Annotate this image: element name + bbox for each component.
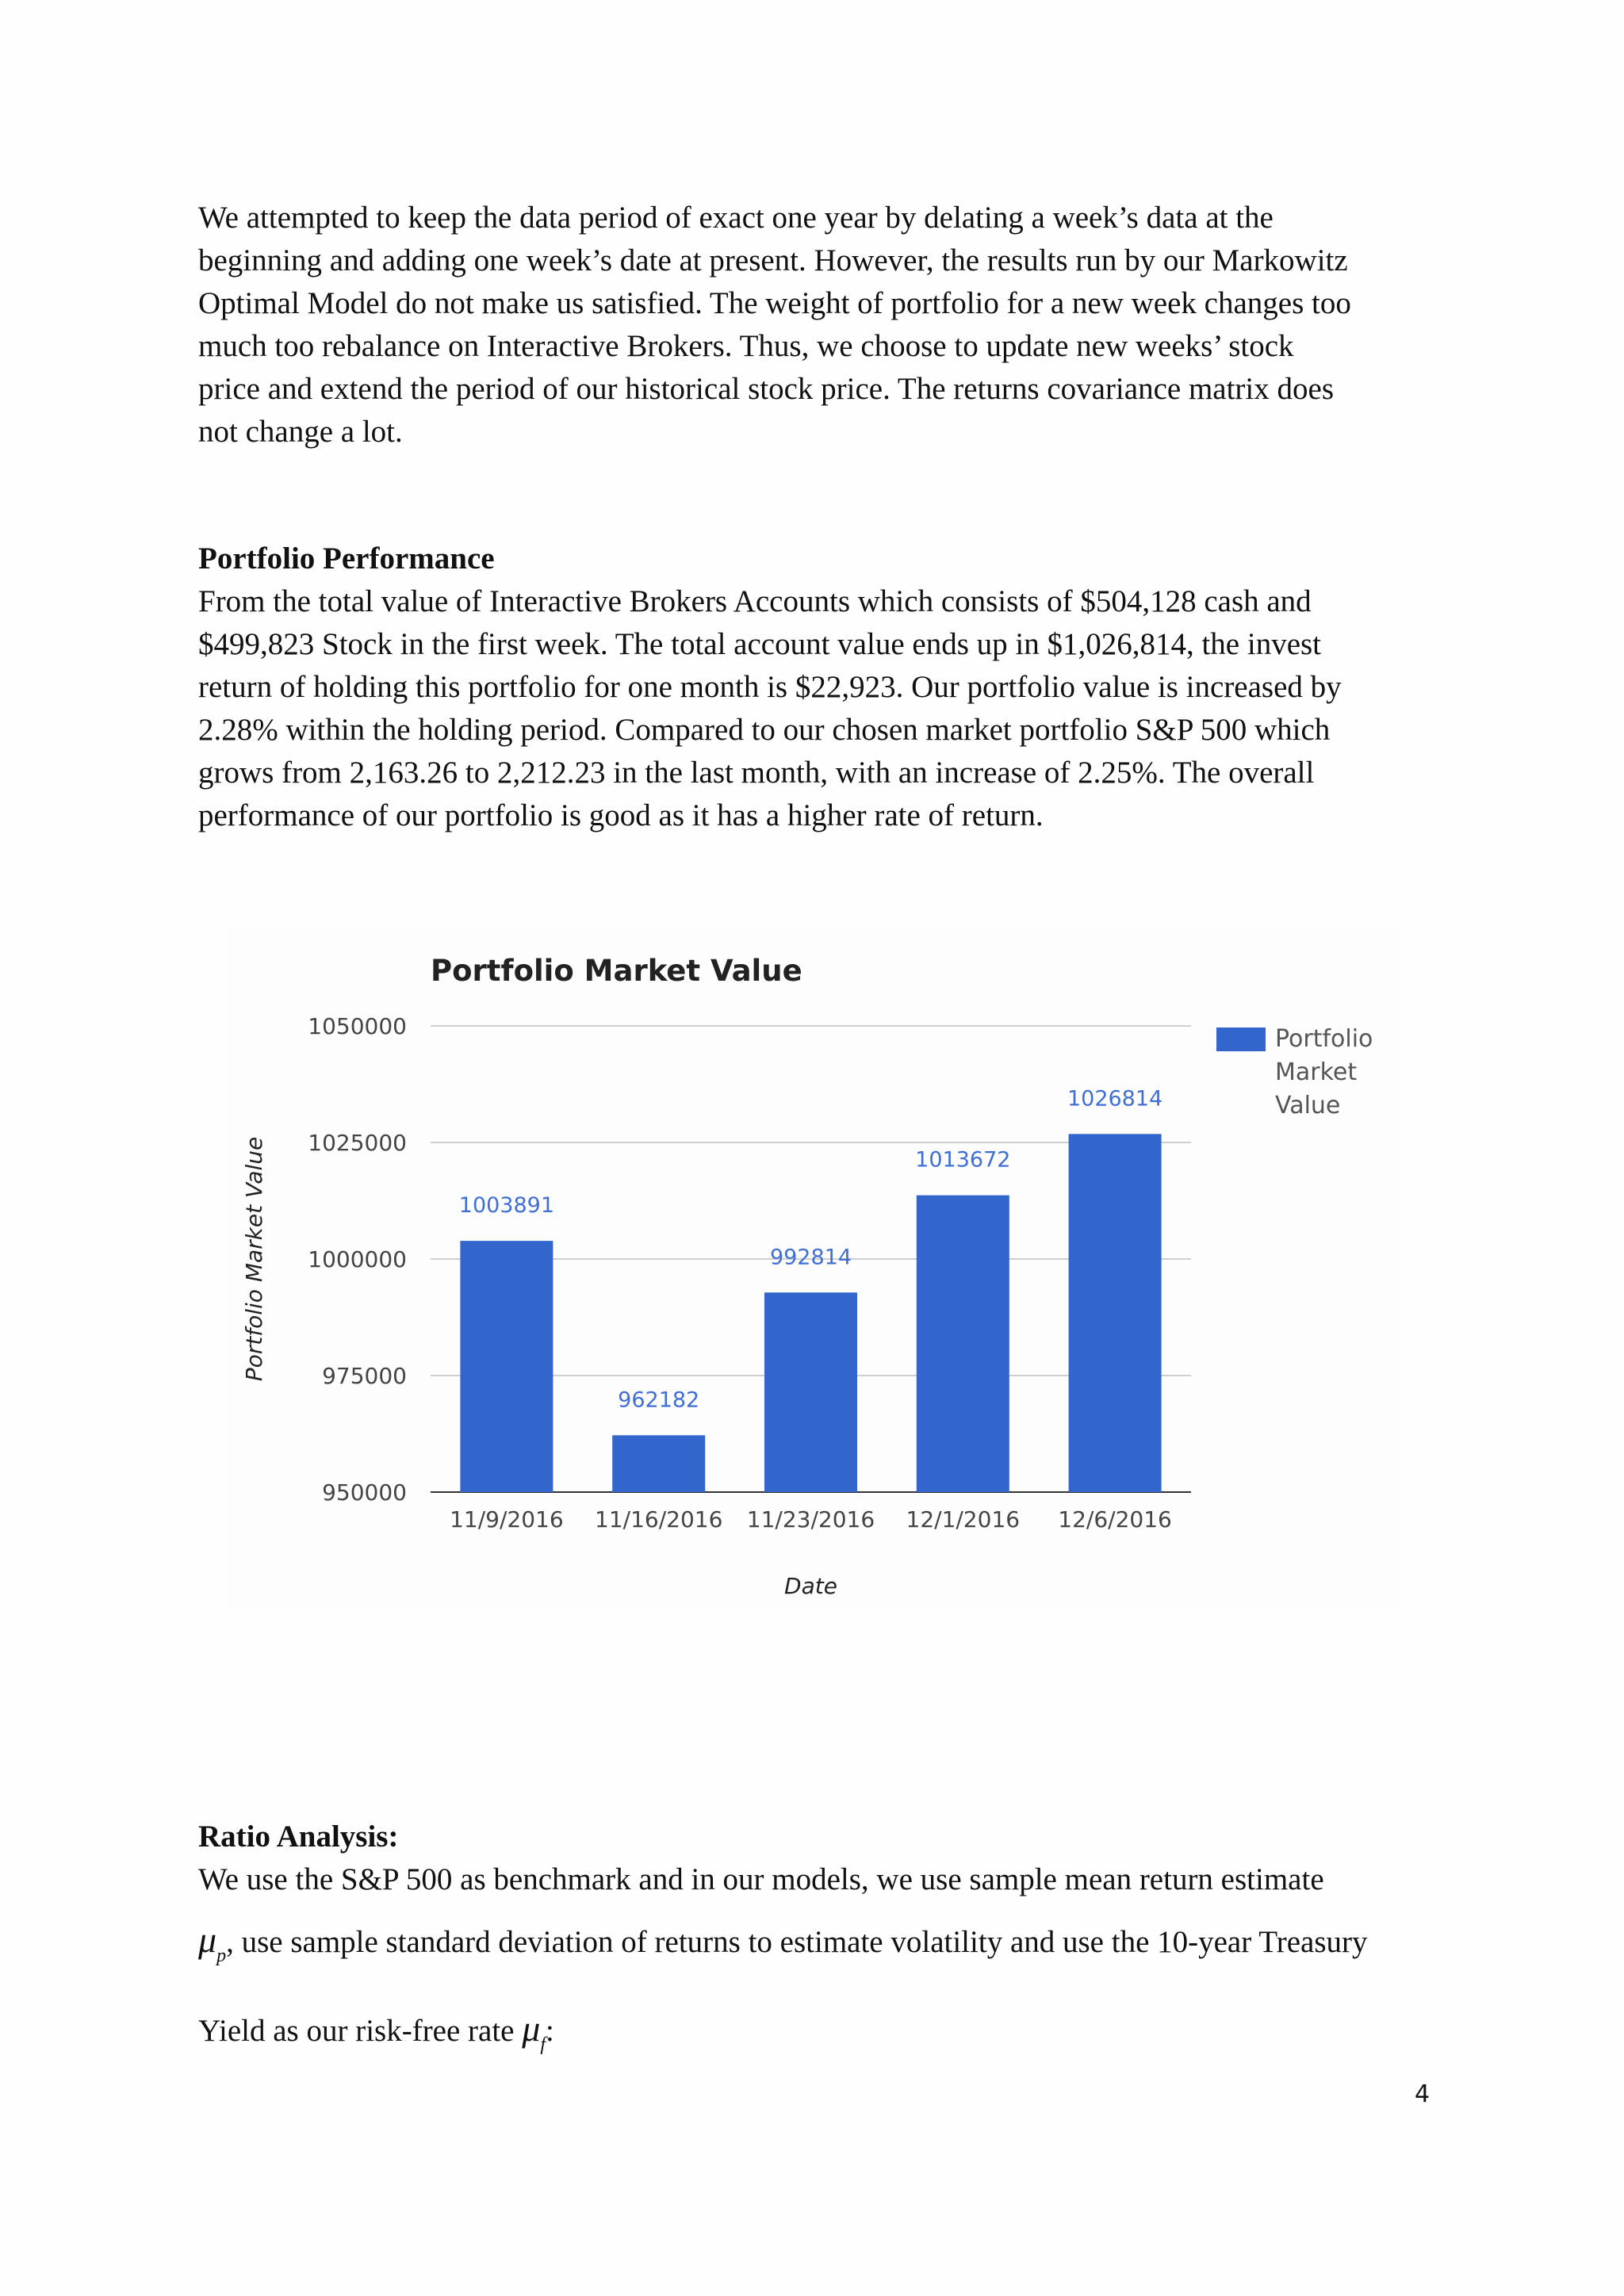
page-number: 4 xyxy=(1415,2080,1431,2108)
mu-symbol: μ xyxy=(198,1919,217,1960)
intro-line: price and extend the period of our historical stock price. The returns covariance matrix does xyxy=(198,372,1334,406)
ratio-paragraph-line1: We use the S&P 500 as benchmark and in our models, we use sample mean return estimate xyxy=(198,1862,1324,1896)
data-label: 992814 xyxy=(769,1245,852,1270)
y-tick-label: 1025000 xyxy=(308,1130,407,1156)
intro-line: beginning and adding one week’s date at present. However, the results run by our Markowitz xyxy=(198,243,1348,277)
mu-subscript-p: p xyxy=(216,1946,227,1966)
intro-line: Optimal Model do not make us satisfied. The weight of portfolio for a new week changes too xyxy=(198,286,1351,320)
bar xyxy=(917,1196,1009,1492)
section-heading-portfolio-performance: Portfolio Performance xyxy=(198,541,495,576)
ratio-paragraph-line2 xyxy=(198,1919,1435,1977)
performance-line: $499,823 Stock in the first week. The total account value ends up in $1,026,814, the invest xyxy=(198,627,1322,661)
x-axis-tick-labels xyxy=(450,1506,1172,1533)
portfolio-market-value-chart xyxy=(230,928,1404,1609)
x-tick-label: 11/23/2016 xyxy=(746,1506,875,1533)
y-tick-label: 1050000 xyxy=(308,1013,407,1039)
performance-line: performance of our portfolio is good as it has a higher rate of return. xyxy=(198,798,1044,832)
ratio-line3-colon: : xyxy=(546,2014,554,2048)
section-heading-ratio-analysis: Ratio Analysis: xyxy=(198,1820,399,1854)
ratio-line3-text: Yield as our risk-free rate xyxy=(198,2014,523,2048)
x-tick-label: 12/1/2016 xyxy=(906,1506,1021,1533)
bar xyxy=(460,1241,553,1492)
y-tick-label: 1000000 xyxy=(308,1246,407,1272)
x-tick-label: 11/9/2016 xyxy=(450,1506,564,1533)
intro-line: not change a lot. xyxy=(198,415,403,449)
y-tick-label: 950000 xyxy=(322,1479,407,1506)
mu-subscript-f: f xyxy=(540,2034,546,2055)
x-tick-label: 11/16/2016 xyxy=(595,1506,723,1533)
mu-symbol: μ xyxy=(522,2008,541,2049)
ratio-line2-text: , use sample standard deviation of returns to estimate volatility and use the 10-year Treasury xyxy=(226,1925,1368,1959)
x-tick-label: 12/6/2016 xyxy=(1058,1506,1172,1533)
bar xyxy=(1069,1134,1162,1492)
y-axis-label: Portfolio Market Value xyxy=(241,1136,267,1382)
data-label: 1003891 xyxy=(458,1193,555,1219)
x-axis-label: Date xyxy=(784,1573,837,1599)
y-tick-label: 975000 xyxy=(322,1363,407,1389)
bar xyxy=(764,1292,857,1492)
chart-title: Portfolio Market Value xyxy=(431,954,802,988)
performance-line: 2.28% within the holding period. Compared to our chosen market portfolio S&P 500 which xyxy=(198,713,1331,747)
intro-paragraph xyxy=(198,197,1435,453)
legend-label: Portfolio xyxy=(1275,1025,1373,1053)
intro-line: much too rebalance on Interactive Brokers. Thus, we choose to update new weeks’ stock xyxy=(198,329,1294,363)
data-label: 1013672 xyxy=(915,1147,1011,1173)
performance-paragraph xyxy=(198,580,1435,837)
performance-line: grows from 2,163.26 to 2,212.23 in the last month, with an increase of 2.25%. The overall xyxy=(198,756,1315,790)
legend-label: Value xyxy=(1275,1092,1341,1119)
legend-label: Market xyxy=(1275,1058,1358,1086)
ratio-paragraph-line3 xyxy=(198,2007,1435,2066)
performance-line: From the total value of Interactive Brokers Accounts which consists of $504,128 cash and xyxy=(198,584,1312,618)
data-label: 962182 xyxy=(618,1387,700,1413)
legend-swatch xyxy=(1216,1027,1266,1051)
intro-line: We attempted to keep the data period of exact one year by delating a week’s data at the xyxy=(198,201,1274,235)
data-label: 1026814 xyxy=(1067,1086,1163,1112)
bar xyxy=(612,1435,705,1492)
performance-line: return of holding this portfolio for one month is $22,923. Our portfolio value is increased by xyxy=(198,670,1342,704)
